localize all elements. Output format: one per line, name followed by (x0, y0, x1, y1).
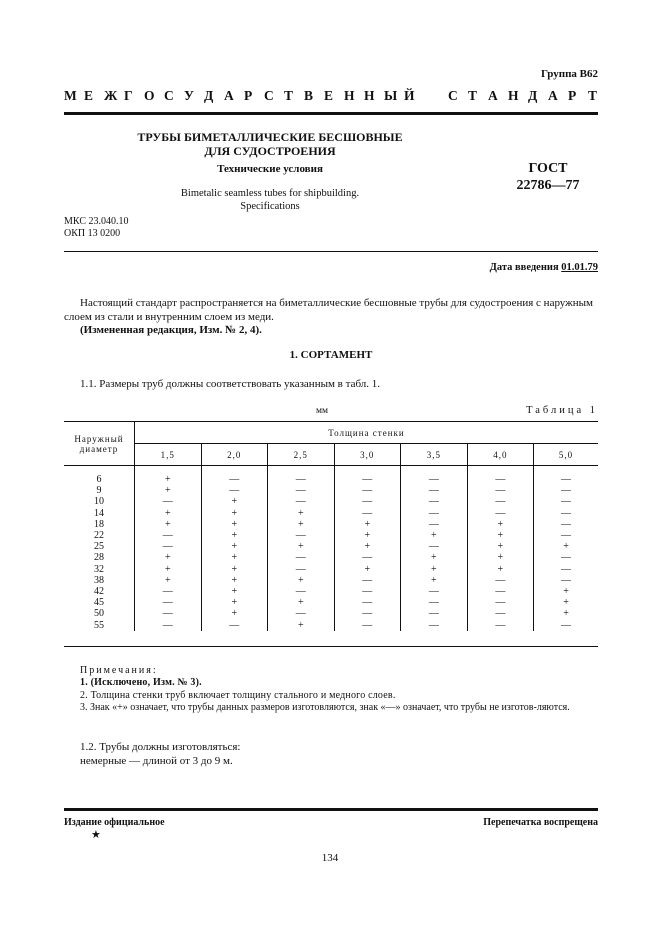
clause-1-1: 1.1. Размеры труб должны соответствовать указанным в табл. 1. (80, 378, 381, 390)
availability-cell: — (135, 530, 202, 541)
availability-cell: + (268, 597, 335, 608)
availability-cell: + (334, 530, 401, 541)
availability-cell: — (135, 620, 202, 631)
banner-letter: Е (84, 88, 94, 103)
availability-cell: + (334, 564, 401, 575)
availability-cell: — (268, 552, 335, 563)
banner-letter: Д (204, 88, 214, 103)
availability-cell: — (334, 608, 401, 619)
banner-letter: Н (508, 88, 519, 103)
section-heading: 1. СОРТАМЕНТ (289, 349, 373, 361)
diameter-cell: 6 (96, 474, 102, 485)
availability-cell: — (401, 620, 468, 631)
table-row (64, 608, 598, 619)
availability-cell: + (268, 575, 335, 586)
availability-cell: — (268, 466, 335, 486)
banner-letter: В (304, 88, 314, 103)
banner-letter: Р (568, 88, 577, 103)
table-row (64, 564, 598, 575)
availability-cell: + (201, 575, 268, 586)
availability-cell: — (401, 496, 468, 507)
availability-cell: — (401, 597, 468, 608)
banner-letter: А (224, 88, 234, 103)
banner-letter: Д (528, 88, 538, 103)
availability-cell: — (534, 530, 598, 541)
english-title-line-2: Specifications (240, 201, 300, 212)
availability-cell: — (467, 508, 534, 519)
availability-cell: — (401, 508, 468, 519)
table-row (64, 508, 598, 519)
diameter-cell: 32 (94, 563, 104, 575)
table-unit: мм (316, 406, 329, 416)
banner-letter: С (264, 88, 274, 103)
note-3: 3. Знак «+» означает, что трубы данных размеров изготовляются, знак «—» означает, что трубы не изготов-ляются. (80, 702, 570, 713)
availability-cell: + (401, 564, 468, 575)
thickness-header-cell: 4,0 (467, 444, 534, 466)
banner-letter: О (144, 88, 155, 103)
diameter-cell: 55 (94, 619, 104, 631)
english-title (100, 187, 440, 213)
diameter-cell: 25 (94, 541, 104, 553)
table-row (64, 530, 598, 541)
document-title (100, 130, 440, 158)
availability-cell: — (401, 541, 468, 552)
availability-cell: + (268, 519, 335, 530)
mks-code: МКС 23.040.10 (64, 216, 129, 227)
note-2: 2. Толщина стенки труб включает толщину стального и медного слоев. (80, 689, 396, 701)
availability-cell: — (334, 466, 401, 486)
table-row (64, 541, 598, 552)
availability-cell: + (201, 586, 268, 597)
star-icon: ★ (91, 829, 101, 841)
clause-1-2-line-1: 1.2. Трубы должны изготовляться: (80, 741, 241, 753)
availability-cell: — (401, 485, 468, 496)
availability-cell: — (401, 586, 468, 597)
availability-cell: + (201, 597, 268, 608)
table-row (64, 519, 598, 530)
gost-designation (498, 160, 598, 194)
diameter-cell: 10 (94, 496, 104, 508)
availability-cell: + (401, 530, 468, 541)
availability-cell: + (268, 541, 335, 552)
table-row (64, 586, 598, 597)
banner-letter: У (184, 88, 194, 103)
availability-cell: — (135, 608, 202, 619)
thickness-header-cell: 5,0 (534, 444, 598, 466)
availability-cell: — (534, 564, 598, 575)
availability-cell: + (135, 519, 202, 530)
availability-cell: — (268, 608, 335, 619)
availability-cell: + (467, 530, 534, 541)
banner-letter: Р (244, 88, 253, 103)
availability-cell: + (135, 466, 202, 486)
banner-letter: А (488, 88, 498, 103)
availability-cell: + (135, 564, 202, 575)
availability-cell: + (201, 564, 268, 575)
banner-letter: Н (364, 88, 375, 103)
availability-cell: — (467, 575, 534, 586)
thickness-header-cell: 3,5 (401, 444, 468, 466)
availability-cell: — (334, 575, 401, 586)
availability-cell: — (534, 496, 598, 507)
english-title-line-1: Bimetalic seamless tubes for shipbuilding. (180, 188, 360, 199)
table-bottom-rule (64, 646, 598, 647)
date-label: Дата введения (489, 262, 562, 273)
notes-heading: Примечания: (80, 665, 158, 676)
availability-cell: — (334, 597, 401, 608)
availability-cell: — (201, 620, 268, 631)
banner-letter: Н (344, 88, 355, 103)
banner-letter: А (548, 88, 558, 103)
availability-cell: + (534, 597, 598, 608)
availability-cell: + (268, 508, 335, 519)
availability-cell: + (135, 552, 202, 563)
diameter-cell: 28 (94, 552, 104, 564)
availability-cell: — (467, 597, 534, 608)
title-line-1: ТРУБЫ БИМЕТАЛЛИЧЕСКИЕ БЕСШОВНЫЕ (137, 130, 403, 144)
diameter-cell: 45 (94, 597, 104, 609)
availability-cell: + (334, 541, 401, 552)
note-1: 1. (Исключено, Изм. № 3). (80, 677, 202, 689)
availability-cell: — (201, 485, 268, 496)
diameter-header-line-2: диаметр (79, 443, 119, 454)
availability-cell: + (135, 485, 202, 496)
okp-code: ОКП 13 0200 (64, 228, 121, 239)
notes (80, 665, 396, 702)
availability-cell: + (467, 552, 534, 563)
availability-cell: + (268, 620, 335, 631)
diameter-cell: 42 (94, 586, 104, 598)
scope-paragraph: Настоящий стандарт распространяется на биметаллические бесшовные трубы для судостроения с наружным слоем из стали и внутренним слоем из меди. (64, 297, 593, 323)
availability-cell: — (334, 485, 401, 496)
gost-label: ГОСТ (528, 161, 568, 176)
banner-letter: Ы (384, 88, 398, 103)
availability-cell: — (467, 608, 534, 619)
availability-cell: — (201, 466, 268, 486)
availability-cell: — (401, 466, 468, 486)
table-row (64, 597, 598, 608)
availability-cell: — (467, 485, 534, 496)
availability-cell: — (334, 586, 401, 597)
availability-cell: — (135, 496, 202, 507)
date-value: 01.01.79 (561, 262, 598, 273)
availability-cell: + (201, 552, 268, 563)
availability-cell: + (201, 608, 268, 619)
table-row (64, 552, 598, 563)
availability-cell: — (135, 586, 202, 597)
availability-cell: + (534, 541, 598, 552)
availability-cell: — (135, 541, 202, 552)
availability-cell: — (467, 586, 534, 597)
availability-cell: — (467, 620, 534, 631)
availability-cell: — (467, 496, 534, 507)
availability-cell: — (268, 496, 335, 507)
availability-cell: — (534, 620, 598, 631)
banner-letter: Т (588, 88, 598, 103)
banner-letter: Ж (104, 88, 118, 103)
clause-1-2 (80, 740, 240, 768)
availability-cell: + (201, 530, 268, 541)
availability-cell: + (201, 519, 268, 530)
availability-cell: — (334, 620, 401, 631)
availability-cell: — (268, 485, 335, 496)
table-row (64, 620, 598, 631)
banner-letter: С (164, 88, 174, 103)
availability-cell: — (534, 519, 598, 530)
dimensions-table (64, 421, 598, 631)
availability-cell: + (467, 519, 534, 530)
availability-cell: — (268, 530, 335, 541)
availability-cell: + (135, 575, 202, 586)
availability-cell: — (401, 608, 468, 619)
availability-cell: — (534, 485, 598, 496)
banner-letter: С (448, 88, 458, 103)
thickness-header-cell: 2,5 (268, 444, 335, 466)
thickness-header-cell: 3,0 (334, 444, 401, 466)
availability-cell: — (334, 508, 401, 519)
banner-letter: Е (324, 88, 334, 103)
availability-cell: + (401, 575, 468, 586)
diameter-cell: 9 (96, 485, 102, 497)
amendment-note: (Измененная редакция, Изм. № 2, 4). (80, 324, 262, 336)
introduction-date (380, 262, 598, 273)
clause-1-2-line-2: немерные — длиной от 3 до 9 м. (80, 755, 233, 767)
diameter-cell: 38 (94, 574, 104, 586)
diameter-cell: 22 (94, 530, 104, 542)
availability-cell: + (201, 508, 268, 519)
availability-cell: — (334, 496, 401, 507)
availability-cell: — (534, 466, 598, 486)
table-row (64, 466, 598, 486)
official-edition-label: Издание официальное (64, 817, 165, 828)
group-code: Группа В62 (540, 68, 598, 80)
gost-number: 22786—77 (516, 178, 580, 193)
diameter-header (64, 422, 135, 466)
availability-cell: — (534, 508, 598, 519)
availability-cell: + (201, 496, 268, 507)
footer-rule (64, 808, 598, 811)
availability-cell: + (201, 541, 268, 552)
banner-letter: Г (124, 88, 133, 103)
banner-letter: Й (404, 88, 415, 103)
availability-cell: — (268, 564, 335, 575)
table-row (64, 485, 598, 496)
table-caption: Таблица 1 (526, 405, 598, 416)
table-row (64, 496, 598, 507)
availability-cell: — (534, 575, 598, 586)
reprint-prohibited-label: Перепечатка воспрещена (483, 817, 598, 828)
availability-cell: + (534, 608, 598, 619)
title-line-2: ДЛЯ СУДОСТРОЕНИЯ (204, 144, 336, 158)
availability-cell: + (534, 586, 598, 597)
thickness-header-cell: 1,5 (135, 444, 202, 466)
thickness-header-cell: 2,0 (201, 444, 268, 466)
wall-thickness-header: Толщина стенки (135, 422, 599, 444)
header-rule (64, 251, 598, 252)
availability-cell: — (135, 597, 202, 608)
availability-cell: + (467, 564, 534, 575)
availability-cell: + (467, 541, 534, 552)
banner-letter: Т (468, 88, 478, 103)
availability-cell: — (268, 586, 335, 597)
availability-cell: — (534, 552, 598, 563)
document-subtitle: Технические условия (217, 163, 323, 175)
availability-cell: + (334, 519, 401, 530)
page-number: 134 (321, 852, 339, 864)
diameter-cell: 14 (94, 507, 104, 519)
diameter-cell: 18 (94, 518, 104, 530)
diameter-header-line-1: Наружный (74, 433, 124, 444)
banner-letter: М (64, 88, 77, 103)
availability-cell: + (401, 552, 468, 563)
top-rule (64, 112, 598, 115)
diameter-cell: 50 (94, 608, 104, 620)
table-row (64, 575, 598, 586)
availability-cell: — (401, 519, 468, 530)
classification-codes (64, 216, 128, 240)
availability-cell: — (467, 466, 534, 486)
availability-cell: + (135, 508, 202, 519)
banner-letter: Т (284, 88, 294, 103)
availability-cell: — (334, 552, 401, 563)
